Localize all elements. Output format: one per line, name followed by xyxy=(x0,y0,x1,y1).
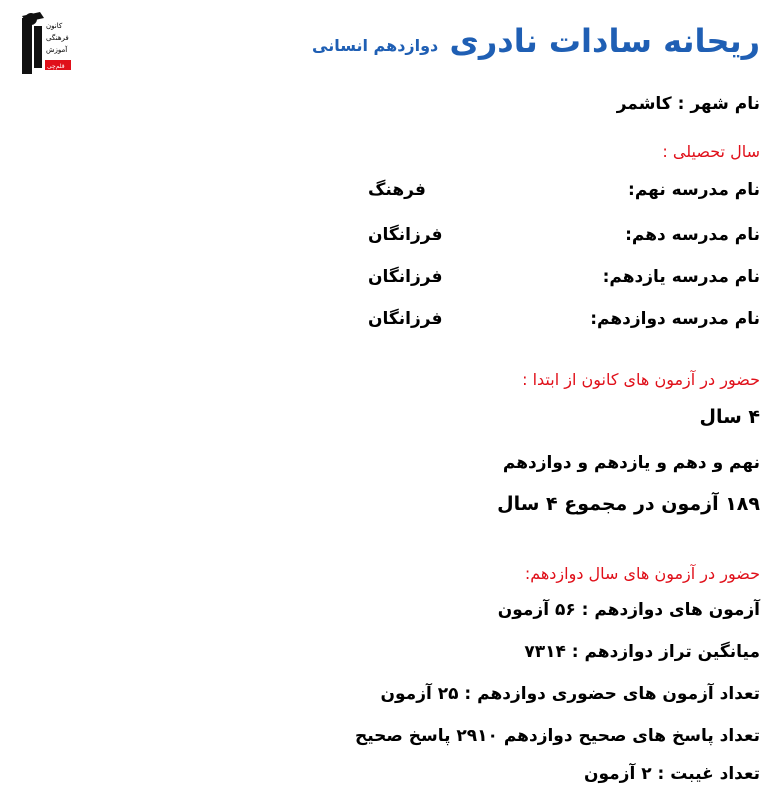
school-9-label: نام مدرسه نهم: xyxy=(628,180,760,200)
school-10-value: فرزانگان xyxy=(368,225,443,245)
academic-year-heading: سال تحصیلی : xyxy=(662,142,760,161)
attendance-years: ۴ سال xyxy=(699,406,760,428)
school-12-value: فرزانگان xyxy=(368,309,443,329)
grade12-in-person: تعداد آزمون های حضوری دوازدهم : ۲۵ آزمون xyxy=(380,684,760,704)
grade12-absences: تعداد غیبت : ۲ آزمون xyxy=(583,764,760,784)
grade-label: دوازدهم انسانی xyxy=(312,36,439,55)
logo-badge: قلم‌چی xyxy=(47,63,65,70)
school-9-value: فرهنگ xyxy=(368,180,426,200)
logo-text-3: آموزش xyxy=(46,46,68,54)
grade12-average: میانگین تراز دوازدهم : ۷۳۱۴ xyxy=(524,642,760,662)
attendance-grade12-heading: حضور در آزمون های سال دوازدهم: xyxy=(524,564,760,583)
logo-text-1: کانون xyxy=(46,22,63,30)
grade12-exams: آزمون های دوازدهم : ۵۶ آزمون xyxy=(497,600,760,620)
grade12-correct-answers: تعداد پاسخ های صحیح دوازدهم ۲۹۱۰ پاسخ صحیح xyxy=(354,726,760,746)
attendance-total: ۱۸۹ آزمون در مجموع ۴ سال xyxy=(497,493,760,515)
school-10-label: نام مدرسه دهم: xyxy=(625,225,760,245)
student-name: ریحانه سادات نادری xyxy=(449,22,760,60)
school-11-label: نام مدرسه یازدهم: xyxy=(602,267,760,287)
school-11-value: فرزانگان xyxy=(368,267,443,287)
logo-text-2: فرهنگی xyxy=(46,34,69,42)
attendance-grades: نهم و دهم و یازدهم و دوازدهم xyxy=(502,453,760,473)
kanoon-logo-icon xyxy=(22,10,74,78)
city-line: نام شهر : کاشمر xyxy=(616,94,760,114)
school-12-label: نام مدرسه دوازدهم: xyxy=(590,309,760,329)
attendance-since-start-heading: حضور در آزمون های کانون از ابتدا : xyxy=(522,370,760,389)
